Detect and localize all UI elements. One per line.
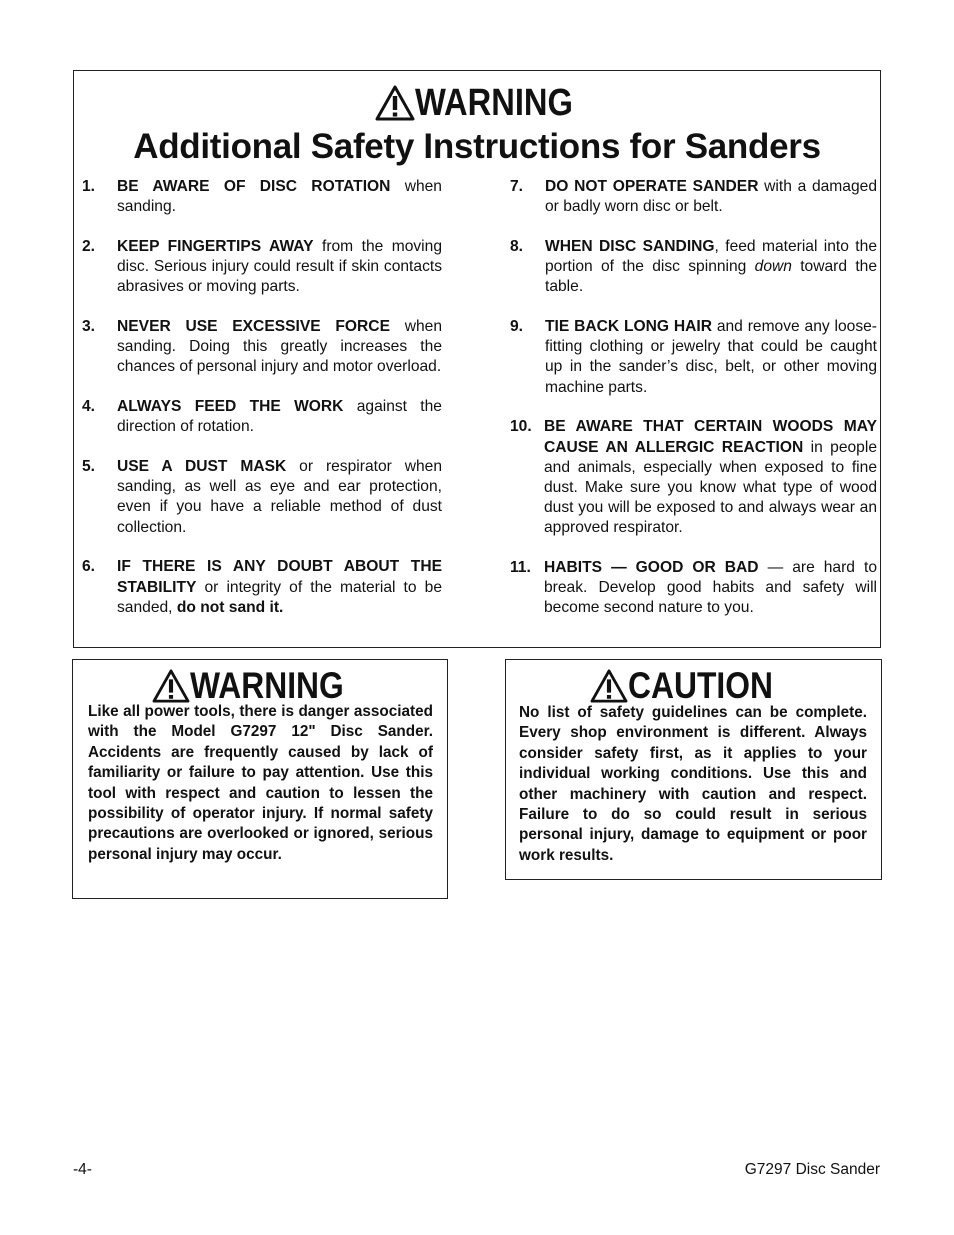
item-text: IF THERE IS ANY DOUBT ABOUT THE STABILITY or integrity of the material to be sanded, do not sand it. <box>117 558 442 616</box>
main-signal-header <box>74 83 880 123</box>
instruction-item <box>82 237 442 298</box>
instruction-item <box>510 558 877 619</box>
item-text: ALWAYS FEED THE WORK against the direction of rotation. <box>117 398 442 436</box>
warning-triangle-icon <box>152 669 190 703</box>
item-text: BE AWARE OF DISC ROTATION when sanding. <box>117 178 442 216</box>
item-number: 7. <box>510 178 524 195</box>
item-number: 3. <box>82 318 96 336</box>
instruction-item <box>510 417 877 538</box>
instruction-item <box>82 457 442 538</box>
instruction-item <box>82 397 442 437</box>
item-number: 10. <box>510 418 532 436</box>
item-text: USE A DUST MASK or respirator when sanding, as well as eye and ear protection, even if you have a reliable method of dust collection. <box>117 458 442 536</box>
instructions-right-column <box>510 177 877 638</box>
instruction-item <box>510 237 877 298</box>
item-text: WHEN DISC SANDING, feed material into the portion of the disc spinning down toward the table. <box>545 237 878 296</box>
item-text: TIE BACK LONG HAIR and remove any loose-fitting clothing or jewelry that could be caught up in the sander’s disc, belt, or other moving machine parts. <box>545 318 877 396</box>
item-number: 8. <box>510 237 524 255</box>
item-text: BE AWARE THAT CERTAIN WOODS MAY CAUSE AN ALLERGIC REACTION in people and animals, especially when exposed to fine dust. Make sure you know what type of wood dust you will be exposed to and always wear an approved respirator. <box>544 418 877 537</box>
item-number: 9. <box>510 318 524 336</box>
warning-box <box>72 659 448 899</box>
warning-triangle-icon <box>375 85 415 121</box>
instruction-item <box>510 177 877 217</box>
item-number: 1. <box>82 178 96 195</box>
item-text: NEVER USE EXCESSIVE FORCE when sanding. Doing this greatly increases the chances of personal injury and motor overload. <box>117 318 442 376</box>
warning-signal-word: WARNING <box>189 665 344 706</box>
caution-text: No list of safety guidelines can be complete. Every shop environment is different. Always consider safety first, as it applies to your individual working conditions. Use this and other machinery with caution and respect. Failure to do so could result in serious personal injury, damage to equipment or poor work results. <box>519 704 867 864</box>
item-text: KEEP FINGERTIPS AWAY from the moving disc. Serious injury could result if skin contacts abrasives or moving parts. <box>117 237 442 296</box>
caution-signal-header <box>506 666 881 706</box>
warning-text: Like all power tools, there is danger associated with the Model G7297 12" Disc Sander. Accidents are frequently caused by lack of familiarity or failure to pay attention. Use this tool with respect and caution to lessen the possibility of operator injury. If normal safety precautions are overlooked or ignored, serious personal injury may occur. <box>88 703 433 863</box>
main-warning-box <box>73 70 881 648</box>
instruction-item <box>82 177 442 217</box>
caution-signal-word: CAUTION <box>628 665 774 706</box>
item-number: 11. <box>510 559 531 577</box>
warning-triangle-icon <box>590 669 628 703</box>
page-number: -4- <box>73 1161 92 1178</box>
footer-model: G7297 Disc Sander <box>744 1161 880 1178</box>
item-number: 2. <box>82 237 96 255</box>
item-text: HABITS — GOOD OR BAD — are hard to break. Develop good habits and safety will become second nature to you. <box>544 559 877 617</box>
instruction-item <box>82 317 442 378</box>
main-signal-word: WARNING <box>415 81 574 124</box>
item-number: 4. <box>82 398 96 416</box>
caution-box <box>505 659 882 880</box>
item-text: DO NOT OPERATE SANDER with a damaged or badly worn disc or belt. <box>545 178 877 216</box>
item-number: 6. <box>82 558 96 576</box>
instruction-item <box>82 557 442 618</box>
item-number: 5. <box>82 458 96 476</box>
instruction-item <box>510 317 877 398</box>
warning-signal-header <box>73 666 447 706</box>
page-title: Additional Safety Instructions for Sanders <box>133 127 821 166</box>
instructions-left-column <box>82 177 442 637</box>
